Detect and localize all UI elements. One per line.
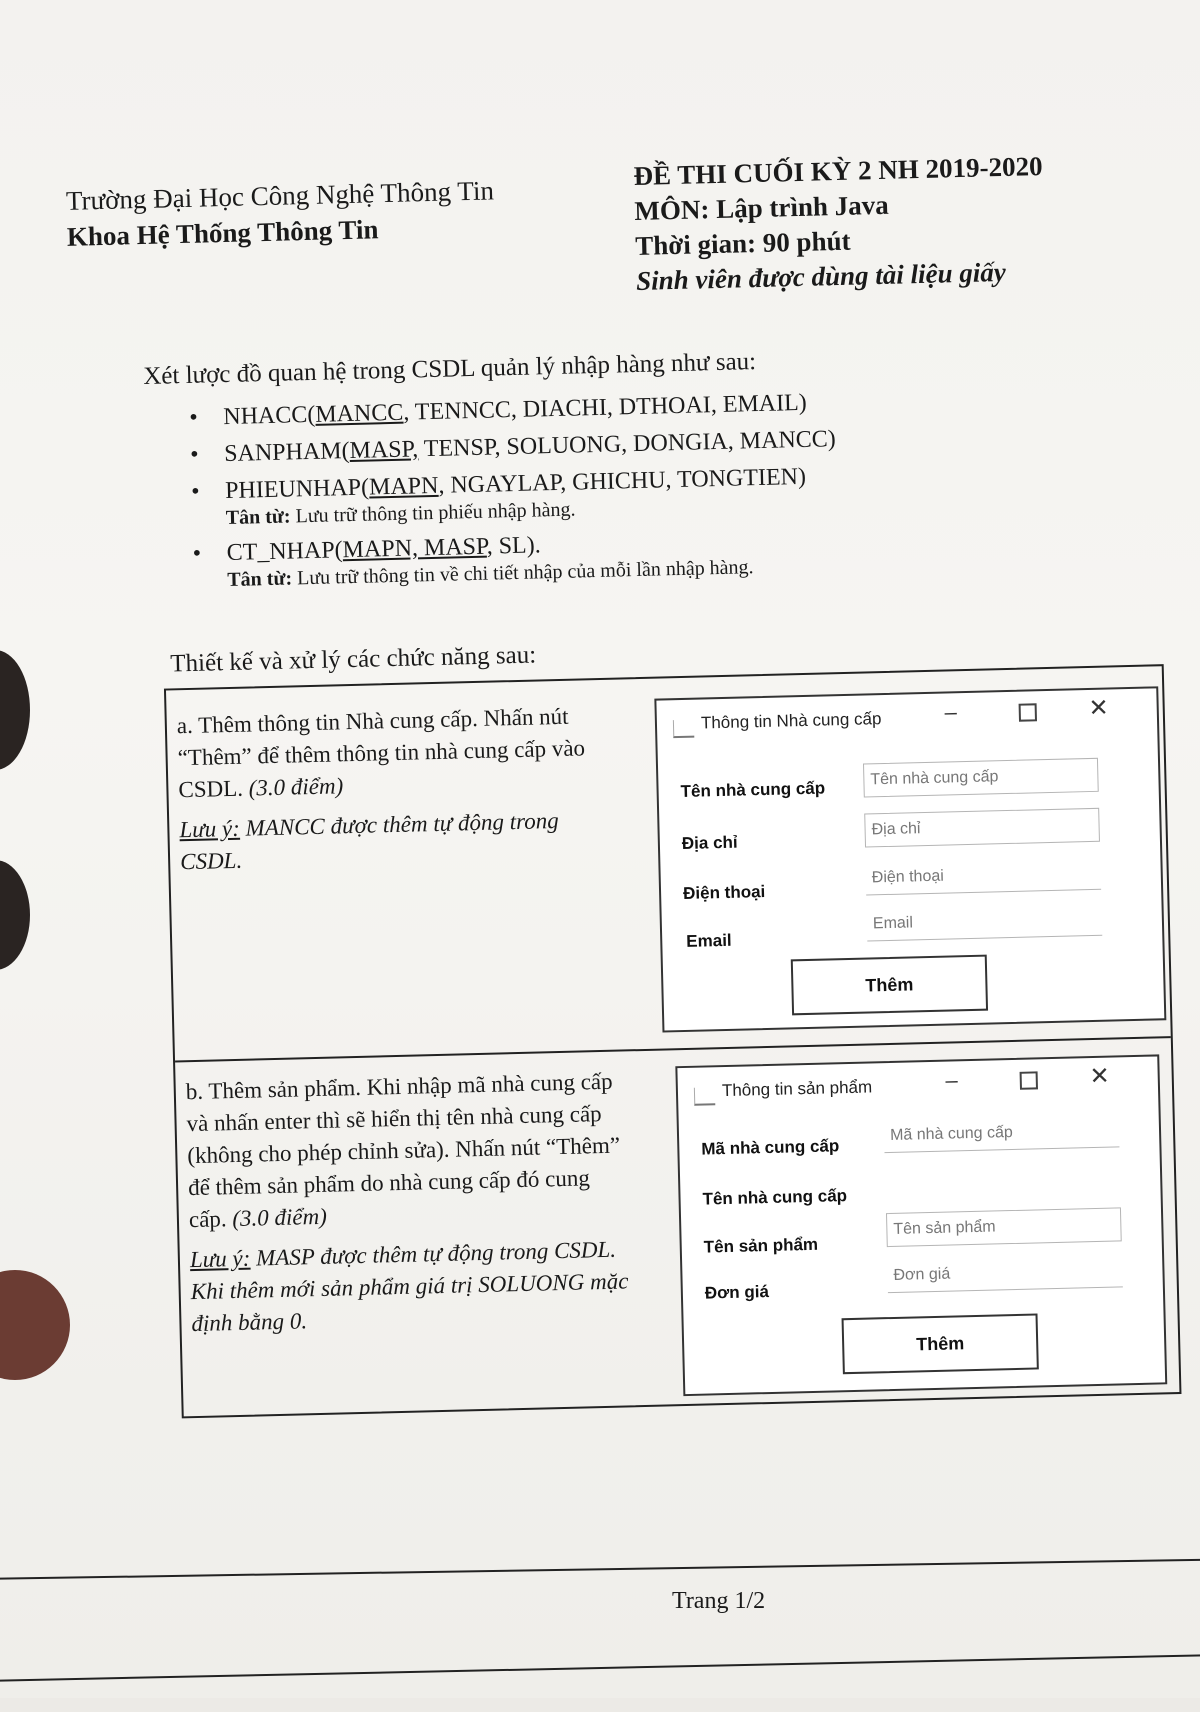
relation-item: • SANPHAM(MASP, TENSP, SOLUONG, DONGIA, MANCC) (190, 426, 836, 469)
faculty-name: Khoa Hệ Thống Thông Tin (66, 214, 379, 252)
dialog-titlebar (677, 1056, 1158, 1116)
task-b-description: b. Thêm sản phẩm. Khi nhập mã nhà cung cấp và nhấn enter thì sẽ hiển thị tên nhà cung cấp (không cho phép chỉnh sửa). Nhấn nút “Thêm” để thêm sản phẩm do nhà cung cấp đó cung cấp. (3.0 điểm) Lưu ý: MASP được thêm tự động trong CSDL. Khi thêm mới sản phẩm giá trị SOLUONG mặc định bằng 0. (185, 1065, 631, 1340)
task-row-a (166, 666, 1171, 1062)
dialog-title: Thông tin Nhà cung cấp (700, 709, 882, 733)
relation-item: • PHIEUNHAP(MAPN, NGAYLAP, GHICHU, TONGTIEN) Tân từ: Lưu trữ thông tin phiếu nhập hàng. (191, 463, 838, 531)
supplier-name-label: Tên nhà cung cấp (702, 1186, 848, 1209)
address-label: Địa chỉ (681, 832, 738, 853)
institution-header (66, 172, 496, 254)
page-number: Trang 1/2 (672, 1588, 766, 1614)
relation-description: Tân từ: Lưu trữ thông tin về chi tiết nhập của mỗi lần nhập hàng. (227, 556, 754, 592)
supplier-name-label: Tên nhà cung cấp (680, 778, 826, 802)
email-input[interactable] (867, 902, 1103, 942)
exam-note: Sinh viên được dùng tài liệu giấy (635, 256, 1007, 296)
product-name-input[interactable] (886, 1207, 1122, 1247)
supplier-dialog (654, 686, 1166, 1032)
phone-label: Điện thoại (682, 881, 766, 903)
exam-subject: MÔN: Lập trình Java (634, 189, 889, 226)
task-a-note: Lưu ý: MANCC được thêm tự động trong CSDL. (179, 808, 559, 875)
exam-header (633, 149, 1045, 299)
schema-intro: Xét lược đồ quan hệ trong CSDL quản lý nhập hàng như sau: (142, 348, 757, 391)
maximize-icon[interactable] (1019, 703, 1037, 721)
relation-description: Tân từ: Lưu trữ thông tin phiếu nhập hàng. (225, 498, 576, 530)
primary-key: MAPN, MASP (342, 533, 487, 564)
close-icon[interactable]: ✕ (1089, 1062, 1111, 1091)
supplier-name-input[interactable] (863, 758, 1099, 798)
close-icon[interactable]: ✕ (1088, 694, 1110, 723)
window-icon (673, 720, 694, 739)
relation-list (189, 389, 839, 603)
product-dialog (675, 1054, 1167, 1396)
relation-item: • CT_NHAP(MAPN, MASP, SL). Tân từ: Lưu trữ thông tin về chi tiết nhập của mỗi lần nhập hàng. (192, 525, 839, 593)
primary-key: MASP, (349, 436, 419, 464)
primary-key: MANCC (315, 399, 404, 428)
add-supplier-button[interactable]: Thêm (791, 955, 988, 1016)
supplier-code-input[interactable] (884, 1113, 1120, 1153)
dialog-titlebar (656, 688, 1157, 748)
minimize-icon[interactable]: – (944, 699, 958, 725)
product-name-label: Tên sản phẩm (703, 1234, 819, 1257)
phone-input[interactable] (865, 856, 1101, 896)
exam-title: ĐỀ THI CUỐI KỲ 2 NH 2019-2020 (633, 150, 1043, 191)
school-name: Trường Đại Học Công Nghệ Thông Tin (65, 175, 495, 216)
task-a-description: a. Thêm thông tin Nhà cung cấp. Nhấn nút “Thêm” để thêm thông tin nhà cung cấp vào CSDL. (3.0 điểm) Lưu ý: MANCC được thêm tự động trong CSDL. (176, 700, 620, 879)
primary-key: MAPN (368, 472, 439, 501)
dialog-title: Thông tin sản phẩm (721, 1077, 873, 1101)
address-input[interactable] (864, 808, 1100, 848)
window-icon (694, 1087, 715, 1106)
minimize-icon[interactable]: – (945, 1067, 959, 1093)
supplier-code-label: Mã nhà cung cấp (701, 1136, 840, 1159)
exam-duration: Thời gian: 90 phút (634, 225, 851, 261)
unit-price-label: Đơn giá (704, 1282, 770, 1303)
relation-item: • NHACC(MANCC, TENNCC, DIACHI, DTHOAI, EMAIL) (189, 389, 835, 432)
unit-price-input[interactable] (887, 1253, 1123, 1293)
task-row-b (175, 1038, 1179, 1416)
email-label: Email (686, 930, 732, 951)
design-intro: Thiết kế và xử lý các chức năng sau: (170, 641, 537, 678)
task-b-note: Lưu ý: MASP được thêm tự động trong CSDL. Khi thêm mới sản phẩm giá trị SOLUONG mặc định bằng 0. (189, 1236, 629, 1337)
task-table (164, 664, 1182, 1418)
maximize-icon[interactable] (1020, 1071, 1038, 1089)
add-product-button[interactable]: Thêm (842, 1313, 1039, 1374)
